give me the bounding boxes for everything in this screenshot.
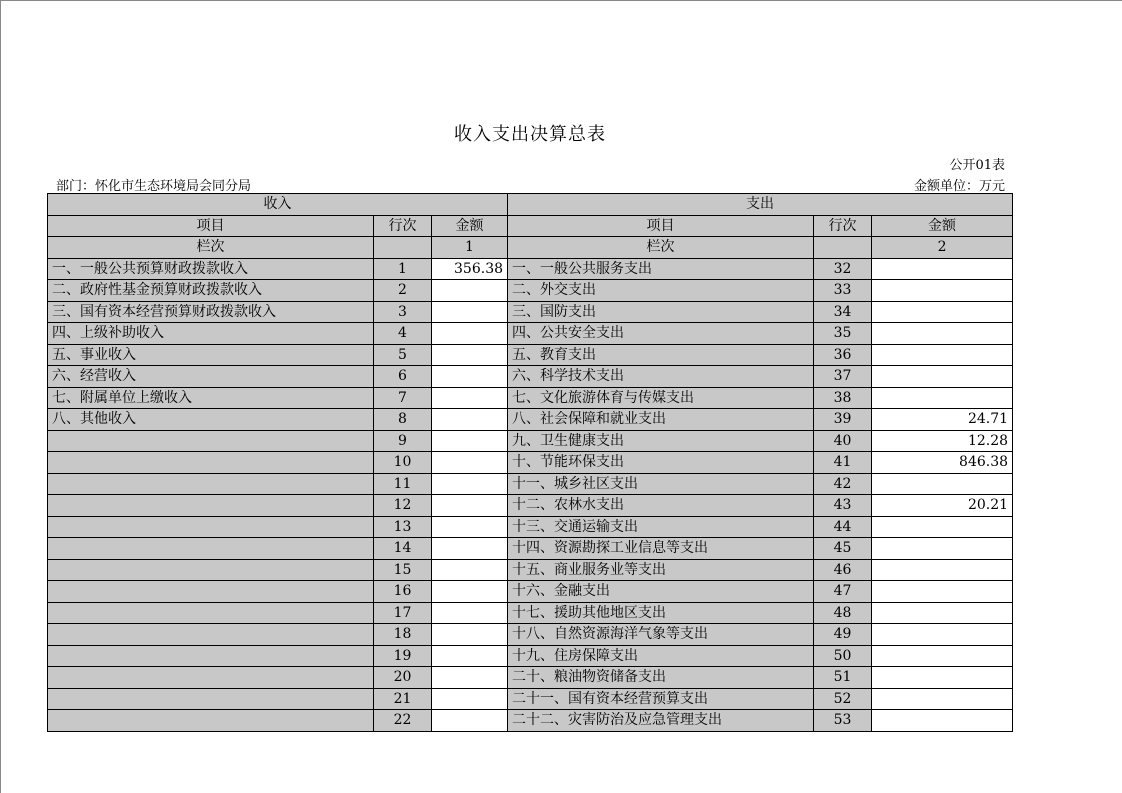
expense-item-cell: 十二、农林水支出 [508,495,814,517]
table-row [48,387,1013,409]
income-item-cell: 六、经营收入 [48,366,374,388]
expense-row-no-cell: 53 [814,710,872,732]
expense-amount-cell [872,366,1013,388]
income-item-cell: 八、其他收入 [48,409,374,431]
income-row-no-cell: 1 [374,258,432,280]
header-row-column-index [48,237,1013,259]
expense-row-no-cell: 48 [814,602,872,624]
expense-item-cell: 十六、金融支出 [508,581,814,603]
table-row [48,473,1013,495]
expense-row-no-cell: 41 [814,452,872,474]
table-row [48,559,1013,581]
expense-item-cell: 六、科学技术支出 [508,366,814,388]
income-item-cell: 二、政府性基金预算财政拨款收入 [48,280,374,302]
expense-item-cell: 十五、商业服务业等支出 [508,559,814,581]
expense-item-cell: 二十二、灾害防治及应急管理支出 [508,710,814,732]
expense-item-cell: 二十、粮油物资储备支出 [508,667,814,689]
income-row-no-cell: 5 [374,344,432,366]
table-row [48,516,1013,538]
table-row [48,495,1013,517]
expense-row-no-cell: 35 [814,323,872,345]
income-item-cell: 七、附属单位上缴收入 [48,387,374,409]
expense-item-header: 项目 [508,215,814,237]
expense-item-cell: 二十一、国有资本经营预算支出 [508,688,814,710]
income-item-cell [48,538,374,560]
income-amount-cell [432,559,508,581]
income-amount-cell [432,280,508,302]
income-item-cell [48,452,374,474]
income-amount-cell [432,688,508,710]
income-item-cell [48,688,374,710]
income-row-no-cell: 9 [374,430,432,452]
income-row-no-cell: 6 [374,366,432,388]
expense-row-no-cell: 38 [814,387,872,409]
income-item-cell [48,602,374,624]
expense-item-cell: 十、节能环保支出 [508,452,814,474]
income-row-no-header: 行次 [374,215,432,237]
income-amount-cell: 356.38 [432,258,508,280]
income-item-cell [48,645,374,667]
income-column-label: 栏次 [48,237,374,259]
income-row-no-cell: 3 [374,301,432,323]
income-amount-cell [432,473,508,495]
table-row [48,538,1013,560]
income-row-no-cell: 15 [374,559,432,581]
expense-row-no-cell: 39 [814,409,872,431]
income-amount-cell [432,452,508,474]
expense-item-cell: 八、社会保障和就业支出 [508,409,814,431]
table-row [48,452,1013,474]
expense-amount-cell [872,581,1013,603]
expense-item-cell: 十四、资源勘探工业信息等支出 [508,538,814,560]
income-section-header: 收入 [48,194,508,216]
income-row-no-cell: 20 [374,667,432,689]
income-amount-cell [432,344,508,366]
income-row-no-cell: 4 [374,323,432,345]
income-row-no-cell: 12 [374,495,432,517]
income-amount-cell [432,409,508,431]
income-row-no-cell: 11 [374,473,432,495]
expense-amount-cell [872,473,1013,495]
page-border-top [0,0,1122,1]
table-row [48,602,1013,624]
table-row [48,323,1013,345]
table-row [48,409,1013,431]
expense-column-label: 栏次 [508,237,814,259]
expense-row-no-cell: 36 [814,344,872,366]
expense-item-cell: 七、文化旅游体育与传媒支出 [508,387,814,409]
expense-amount-cell: 24.71 [872,409,1013,431]
income-item-cell [48,710,374,732]
income-item-cell [48,624,374,646]
income-row-no-cell: 18 [374,624,432,646]
income-amount-cell [432,624,508,646]
expense-amount-cell: 846.38 [872,452,1013,474]
expense-amount-cell [872,538,1013,560]
income-item-header: 项目 [48,215,374,237]
table-row [48,280,1013,302]
expense-amount-cell [872,645,1013,667]
income-amount-cell [432,667,508,689]
table-row [48,645,1013,667]
expense-item-cell: 十七、援助其他地区支出 [508,602,814,624]
expense-column-blank [814,237,872,259]
expense-amount-cell [872,301,1013,323]
expense-row-no-cell: 34 [814,301,872,323]
expense-row-no-cell: 52 [814,688,872,710]
unit-label: 金额单位：万元 [913,179,1005,194]
income-row-no-cell: 22 [374,710,432,732]
income-item-cell [48,473,374,495]
expense-amount-cell [872,280,1013,302]
expense-item-cell: 十一、城乡社区支出 [508,473,814,495]
income-amount-cell [432,387,508,409]
expense-item-cell: 二、外交支出 [508,280,814,302]
expense-row-no-cell: 33 [814,280,872,302]
expense-section-header: 支出 [508,194,1013,216]
table-row [48,581,1013,603]
income-item-cell [48,516,374,538]
expense-column-index: 2 [872,237,1013,259]
expense-item-cell: 九、卫生健康支出 [508,430,814,452]
expense-amount-cell [872,258,1013,280]
income-amount-cell [432,516,508,538]
income-row-no-cell: 19 [374,645,432,667]
header-row-columns [48,215,1013,237]
income-row-no-cell: 16 [374,581,432,603]
expense-row-no-cell: 32 [814,258,872,280]
expense-amount-cell [872,344,1013,366]
table-row [48,710,1013,732]
income-amount-cell [432,602,508,624]
income-item-cell: 三、国有资本经营预算财政拨款收入 [48,301,374,323]
income-amount-cell [432,430,508,452]
income-row-no-cell: 17 [374,602,432,624]
income-amount-cell [432,495,508,517]
expense-row-no-cell: 50 [814,645,872,667]
income-amount-cell [432,645,508,667]
income-amount-cell [432,323,508,345]
expense-row-no-cell: 45 [814,538,872,560]
expense-item-cell: 三、国防支出 [508,301,814,323]
expense-amount-cell [872,602,1013,624]
table-row [48,688,1013,710]
expense-row-no-cell: 49 [814,624,872,646]
income-row-no-cell: 14 [374,538,432,560]
income-item-cell [48,430,374,452]
income-expense-table [47,193,1013,732]
income-amount-cell [432,366,508,388]
page-title: 收入支出决算总表 [454,124,606,145]
income-item-cell [48,559,374,581]
expense-row-no-cell: 47 [814,581,872,603]
income-amount-cell [432,301,508,323]
expense-row-no-cell: 37 [814,366,872,388]
expense-amount-cell [872,387,1013,409]
table-row [48,344,1013,366]
income-amount-header: 金额 [432,215,508,237]
expense-item-cell: 十八、自然资源海洋气象等支出 [508,624,814,646]
income-item-cell [48,581,374,603]
form-code: 公开01表 [949,158,1005,173]
income-row-no-cell: 21 [374,688,432,710]
income-item-cell: 四、上级补助收入 [48,323,374,345]
income-row-no-cell: 2 [374,280,432,302]
income-item-cell [48,667,374,689]
income-row-no-cell: 7 [374,387,432,409]
income-row-no-cell: 8 [374,409,432,431]
income-item-cell [48,495,374,517]
income-amount-cell [432,581,508,603]
expense-item-cell: 十三、交通运输支出 [508,516,814,538]
expense-amount-cell [872,710,1013,732]
table-row [48,301,1013,323]
table-row [48,624,1013,646]
expense-amount-cell [872,516,1013,538]
expense-row-no-header: 行次 [814,215,872,237]
table-row [48,430,1013,452]
expense-amount-cell [872,688,1013,710]
income-row-no-cell: 10 [374,452,432,474]
header-row-sections [48,194,1013,216]
expense-row-no-cell: 43 [814,495,872,517]
expense-amount-cell [872,624,1013,646]
expense-item-cell: 五、教育支出 [508,344,814,366]
table-row [48,667,1013,689]
expense-row-no-cell: 40 [814,430,872,452]
income-item-cell: 五、事业收入 [48,344,374,366]
expense-item-cell: 十九、住房保障支出 [508,645,814,667]
expense-amount-cell: 12.28 [872,430,1013,452]
table-row [48,366,1013,388]
income-column-blank [374,237,432,259]
expense-item-cell: 一、一般公共服务支出 [508,258,814,280]
expense-row-no-cell: 46 [814,559,872,581]
expense-amount-header: 金额 [872,215,1013,237]
expense-row-no-cell: 51 [814,667,872,689]
department-label: 部门：怀化市生态环境局会同分局 [56,179,252,194]
income-column-index: 1 [432,237,508,259]
expense-amount-cell [872,667,1013,689]
expense-amount-cell [872,559,1013,581]
table-row [48,258,1013,280]
income-amount-cell [432,538,508,560]
page-border-left [0,0,1,793]
income-row-no-cell: 13 [374,516,432,538]
expense-row-no-cell: 44 [814,516,872,538]
expense-amount-cell [872,323,1013,345]
income-amount-cell [432,710,508,732]
expense-row-no-cell: 42 [814,473,872,495]
expense-amount-cell: 20.21 [872,495,1013,517]
income-item-cell: 一、一般公共预算财政拨款收入 [48,258,374,280]
expense-item-cell: 四、公共安全支出 [508,323,814,345]
